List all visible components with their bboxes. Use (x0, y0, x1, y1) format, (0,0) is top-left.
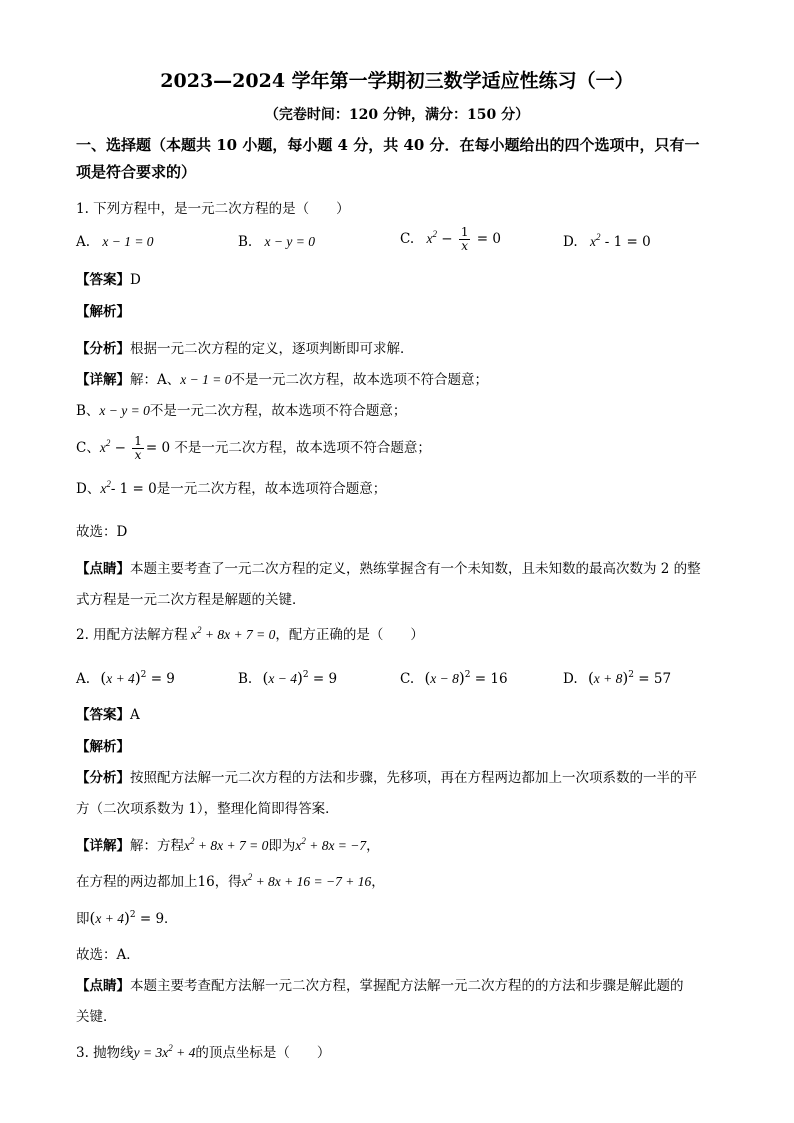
q2-step-result: 即$(x + 4)^2 = 9$． (76, 909, 178, 927)
option-expr: x − 8 (430, 671, 459, 686)
answer-value: A (130, 707, 140, 723)
detail-text: 解：方程 (130, 838, 184, 854)
fenxi-text: 根据一元二次方程的定义，逐项判断即可求解． (130, 341, 414, 357)
detail-text: 不是一元二次方程，故本选项不符合题意； (149, 403, 407, 419)
option-label: B. (238, 234, 253, 250)
comment-text: 本题主要考查了一元二次方程的定义，熟练掌握含有一个未知数，且未知数的最高次数为 2 的整 (130, 561, 701, 577)
option-expr: x + 8 (593, 671, 623, 686)
q2-answer (76, 706, 754, 724)
fraction-one-over-x: $\frac{1}{x}$ (460, 225, 469, 253)
option-expr: x − 1 = 0 (102, 234, 154, 249)
detail-text: 即 (76, 911, 90, 927)
stem-text: 3. 抛物线 (76, 1045, 134, 1061)
q2-stem: 2. 用配方法解方程 $x^2 + 8x + 7 = 0$，配方正确的是（ ） (76, 625, 424, 643)
fenxi-text: 按照配方法解一元二次方程的方法和步骤，先移项，再在方程两边都加上一次项系数的一半的平 (130, 770, 697, 786)
q3-stem: 3. 抛物线$y = 3x^2 + 4$的顶点坐标是（ ） (76, 1043, 331, 1061)
q1-stem: 1. 下列方程中，是一元二次方程的是（ ） (76, 201, 350, 217)
q1-option-d: D. $x^2 - 1 = 0$ (563, 232, 651, 250)
detail-text: 不是一元二次方程，故本选项不符合题意； (231, 372, 488, 388)
option-label: B. (238, 671, 253, 687)
q2-step-add: 在方程的两边都加上16，得$x^2 + 8x + 16 = -7 + 16$， (76, 872, 385, 890)
option-label: A. (76, 671, 91, 687)
q2-option-d: D. $(x + 8)^2 = 57$ (563, 669, 672, 687)
detail-expr: x − y = 0 (99, 403, 150, 418)
q1-detail-c: C、$x^2$ − $\frac{1}{x}$ = 0 不是一元二次方程，故本选项不符合题意； (76, 434, 431, 462)
option-label: A. (76, 234, 91, 250)
section-heading-cont: 项是符合要求的） (76, 163, 197, 181)
q1-option-a (76, 234, 154, 250)
option-label: C. (400, 231, 415, 247)
fenxi-tag: 【分析】 (76, 770, 130, 786)
detail-text: = 0 不是一元二次方程，故本选项不符合题意； (145, 440, 431, 456)
detail-text: C、 (76, 440, 100, 456)
option-expr: x − y = 0 (264, 234, 315, 249)
option-expr: x + 4 (106, 671, 135, 686)
answer-tag: 【答案】 (76, 272, 130, 288)
q2-fenxi (76, 769, 754, 787)
option-rhs: = 16 (474, 671, 508, 687)
option-expr: x (426, 231, 433, 246)
section-heading: 一、选择题（本题共 10 小题，每小题 4 分，共 40 分．在每小题给出的四个选项中，只有一 (76, 136, 700, 154)
page-title: 2023—2024 学年第一学期初三数学适应性练习（一） (160, 70, 634, 92)
option-label: D. (563, 671, 578, 687)
option-label: C. (400, 671, 415, 687)
detail-tag: 【详解】 (76, 372, 130, 388)
stem-text: 2. 用配方法解方程 (76, 627, 188, 643)
q2-option-b: B. $(x - 4)^2 = 9$ (238, 669, 338, 687)
detail-text: 解：A、 (130, 372, 181, 388)
option-expr: x − 4 (268, 671, 297, 686)
q2-comment (76, 977, 754, 995)
q2-detail: 【详解】解：方程$x^2 + 8x + 7 = 0$即为$x^2 + 8x = -7$， (76, 836, 380, 854)
exam-info: （完卷时间：120 分钟，满分：150 分） (264, 107, 530, 123)
q1-detail-a (76, 371, 754, 389)
option-rhs: = 57 (638, 671, 672, 687)
detail-tag: 【详解】 (76, 838, 130, 854)
detail-text: ，得 (214, 874, 242, 890)
q2-analysis-tag: 【解析】 (76, 739, 130, 755)
q1-comment (76, 560, 754, 578)
q1-option-b (238, 234, 315, 250)
detail-expr: x − 1 = 0 (180, 372, 232, 387)
answer-tag: 【答案】 (76, 707, 130, 723)
detail-number: 16 (197, 874, 215, 890)
option-label: D. (563, 234, 578, 250)
q1-fenxi (76, 340, 754, 358)
option-expr-rhs: = 0 (476, 231, 501, 247)
detail-text: D、 (76, 481, 101, 497)
option-rhs: = 9 (150, 671, 175, 687)
stem-text: ，配方正确的是（ ） (275, 627, 424, 643)
fraction-one-over-x: $\frac{1}{x}$ (134, 434, 142, 462)
detail-text: B、 (76, 403, 100, 419)
q2-option-c: C. $(x - 8)^2 = 16$ (400, 669, 508, 687)
q1-comment-cont: 式方程是一元二次方程是解题的关键． (76, 592, 306, 608)
comment-tag: 【点睛】 (76, 561, 130, 577)
q1-choose: 故选：D (76, 524, 128, 540)
q1-answer (76, 271, 754, 289)
q2-choose: 故选：A． (76, 947, 140, 963)
answer-value: D (130, 272, 141, 288)
q1-analysis-tag: 【解析】 (76, 304, 130, 320)
q2-fenxi-cont: 方（二次项系数为 1），整理化简即得答案． (76, 801, 339, 817)
comment-text: 本题主要考查配方法解一元二次方程，掌握配方法解一元二次方程的的方法和步骤是解此题的 (130, 978, 684, 994)
detail-text: - 1 = 0是一元二次方程，故本选项符合题意； (110, 481, 387, 497)
detail-text: 在方程的两边都加上 (76, 874, 198, 890)
q1-option-c: C. $x^2$ − $\frac{1}{x}$ = 0 (400, 225, 501, 253)
fenxi-tag: 【分析】 (76, 341, 130, 357)
comment-tag: 【点睛】 (76, 978, 130, 994)
detail-text: 即为 (268, 838, 296, 854)
option-rhs: = 9 (312, 671, 338, 687)
stem-text: 的顶点坐标是（ ） (195, 1045, 331, 1061)
option-expr: - 1 = 0 (604, 234, 651, 250)
q2-option-a: A. $(x + 4)^2 = 9$ (76, 669, 175, 687)
q1-detail-d: D、$x^2-$ 1 = 0是一元二次方程，故本选项符合题意； (76, 479, 387, 497)
q1-detail-b (76, 402, 754, 420)
q2-comment-cont: 关键． (76, 1009, 117, 1025)
